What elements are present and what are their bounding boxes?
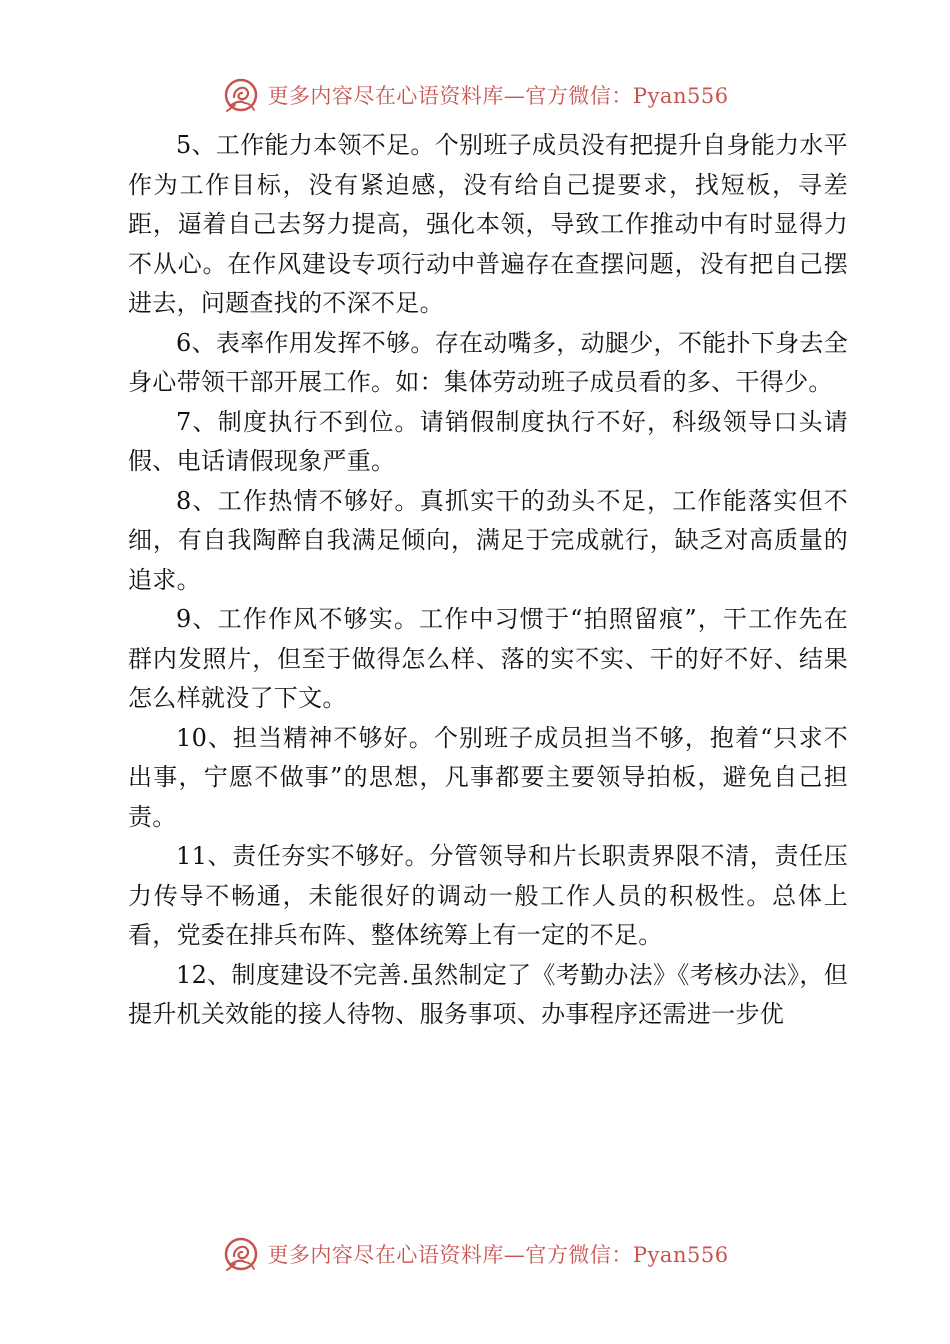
document-body	[128, 126, 848, 1035]
rose-logo-icon	[221, 75, 261, 115]
paragraph-10: 10、担当精神不够好。个别班子成员担当不够，抱着“只求不出事，宁愿不做事”的思想，凡事都要主要领导拍板，避免自己担责。	[128, 723, 848, 831]
banner-text: 更多内容尽在心语资料库—官方微信：Pyan556	[267, 1243, 729, 1267]
paragraph-9: 9、工作作风不够实。工作中习惯于“拍照留痕”，干工作先在群内发照片，但至于做得怎么样、落的实不实、干的好不好、结果怎么样就没了下文。	[128, 605, 848, 712]
paragraph-7: 7、制度执行不到位。请销假制度执行不好，科级领导口头请假、电话请假现象严重。	[128, 407, 848, 475]
header-banner	[0, 71, 950, 119]
paragraph-6: 6、表率作用发挥不够。存在动嘴多，动腿少，不能扑下身去全身心带领干部开展工作。如：集体劳动班子成员看的多、干得少。	[128, 328, 848, 396]
rose-logo-icon	[221, 1234, 261, 1274]
paragraph-12: 12、制度建设不完善.虽然制定了《考勤办法》《考核办法》，但提升机关效能的接人待物、服务事项、办事程序还需进一步优	[128, 960, 848, 1028]
banner-text: 更多内容尽在心语资料库—官方微信：Pyan556	[267, 84, 729, 108]
paragraph-5: 5、工作能力本领不足。个别班子成员没有把提升自身能力水平作为工作目标，没有紧迫感，没有给自己提要求，找短板，寻差距，逼着自己去努力提高，强化本领，导致工作推动中有时显得力不从心。在作风建设专项行动中普遍存在查摆问题，没有把自己摆进去，问题查找的不深不足。	[128, 131, 848, 317]
footer-banner	[0, 1230, 950, 1278]
paragraph-11: 11、责任夯实不够好。分管领导和片长职责界限不清，责任压力传导不畅通，未能很好的调动一般工作人员的积极性。总体上看，党委在排兵布阵、整体统筹上有一定的不足。	[128, 842, 848, 949]
paragraph-8: 8、工作热情不够好。真抓实干的劲头不足，工作能落实但不细，有自我陶醉自我满足倾向，满足于完成就行，缺乏对高质量的追求。	[128, 486, 848, 594]
